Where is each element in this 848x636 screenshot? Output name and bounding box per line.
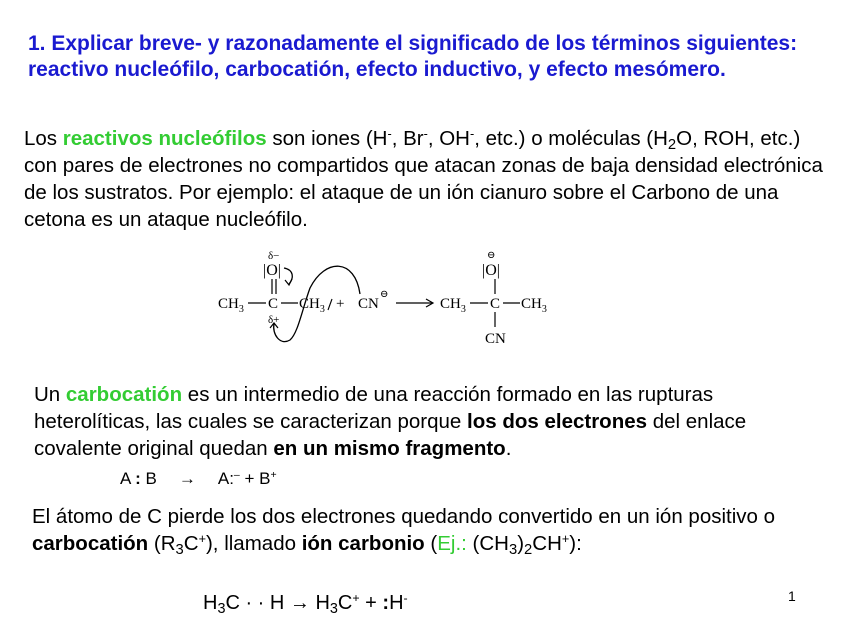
plus-sign: +: [336, 296, 345, 312]
oxygen-right: |O|: [482, 262, 500, 279]
delta-minus-label: δ−: [268, 250, 280, 262]
superscript: +: [270, 469, 277, 482]
methyl-left: $CH_3$: [218, 296, 244, 315]
text: (CH: [466, 532, 509, 555]
example-label: Ej.:: [437, 532, 467, 555]
product-charge: ⊖: [487, 250, 496, 261]
electron-pair: :: [382, 592, 390, 614]
carbonyl-carbon: C: [268, 296, 279, 312]
electron-pair: :: [135, 469, 141, 488]
superscript: +: [352, 591, 360, 606]
product-carbon: C: [490, 296, 501, 312]
methyl-right-product: $CH_3$: [521, 296, 547, 315]
subscript: 2: [667, 137, 677, 154]
term-carbocation: carbocatión: [65, 383, 183, 406]
nucleophilic-attack-diagram: [210, 248, 560, 348]
text: , Br: [391, 127, 424, 150]
delta-plus-label: δ+: [268, 314, 280, 326]
superscript: -: [423, 126, 428, 142]
bold-text: los dos electrones: [467, 410, 648, 433]
heterolysis-equation: [120, 468, 277, 490]
superscript: –: [233, 469, 240, 482]
text: (R: [148, 532, 176, 555]
text: CH: [532, 532, 562, 555]
nucleophile-paragraph: [24, 125, 834, 233]
superscript: -: [403, 591, 408, 606]
text: +: [359, 592, 383, 614]
cyanide: CN: [358, 296, 379, 312]
text: (: [424, 532, 438, 555]
text: C · · H → H: [225, 592, 330, 614]
text: El átomo de C pierde los dos electrones quedando convertido en un ión positivo o: [32, 505, 776, 528]
text: ): [517, 532, 525, 555]
text: Un: [34, 383, 66, 406]
superscript: +: [198, 531, 206, 547]
subscript: 3: [329, 601, 338, 618]
text: , OH: [427, 127, 470, 150]
superscript: -: [387, 126, 392, 142]
carbocation-equation: [203, 590, 408, 616]
text: ), llamado: [205, 532, 302, 555]
superscript: -: [470, 126, 475, 142]
oxygen-left: |O|: [263, 262, 281, 279]
carbocation-paragraph: [34, 381, 834, 462]
text: es un intermedio de una reacción formado en las rupturas heterolíticas, las cuales se caracterizan porque: [34, 383, 714, 433]
text: + B: [239, 469, 271, 488]
methyl-right: $CH_3$: [299, 296, 325, 315]
subscript: 2: [524, 542, 533, 559]
subscript: 3: [509, 542, 518, 559]
text: A:: [217, 469, 234, 488]
subscript: 3: [175, 542, 184, 559]
carbonium-paragraph: [32, 503, 832, 557]
negative-charge: ⊖: [380, 289, 389, 300]
subscript: 3: [217, 601, 226, 618]
text: Los: [24, 127, 63, 150]
cyano-group: CN: [485, 331, 506, 347]
text: H: [203, 592, 218, 614]
text: del enlace covalente original quedan: [34, 410, 747, 460]
text: A: [120, 469, 136, 488]
text: O, ROH, etc.) con pares de electrones no compartidos que atacan zonas de baja densidad electrónica de los sustratos. Por ejemplo: el ataque de un ión cianuro sobre el Carbono de una cetona es un ataque nucleófilo.: [24, 127, 823, 231]
bold-text: carbocatión: [32, 532, 149, 555]
superscript: +: [561, 531, 570, 547]
text: son iones (H: [266, 127, 388, 150]
arrow: →: [178, 469, 196, 488]
methyl-left-product: $CH_3$: [440, 296, 466, 315]
text: ):: [569, 532, 582, 555]
text: , etc.) o moléculas (H: [474, 127, 668, 150]
text: C: [337, 592, 353, 614]
bracket-line: [328, 299, 332, 310]
text: B: [140, 469, 157, 488]
bold-text: ión carbonio: [301, 532, 425, 555]
term-nucleophile: reactivos nucleófilos: [62, 127, 267, 150]
text: H: [389, 592, 404, 614]
slide-title: 1. Explicar breve- y razonadamente el significado de los términos siguientes: reactivo nucleófilo, carbocatión, efecto inductivo, y efecto mesómero.: [28, 32, 798, 81]
bold-text: en un mismo fragmento: [273, 437, 506, 460]
page-number: 1: [788, 588, 796, 604]
text: .: [505, 437, 512, 460]
text: C: [183, 532, 199, 555]
arrow-head: [285, 279, 292, 285]
